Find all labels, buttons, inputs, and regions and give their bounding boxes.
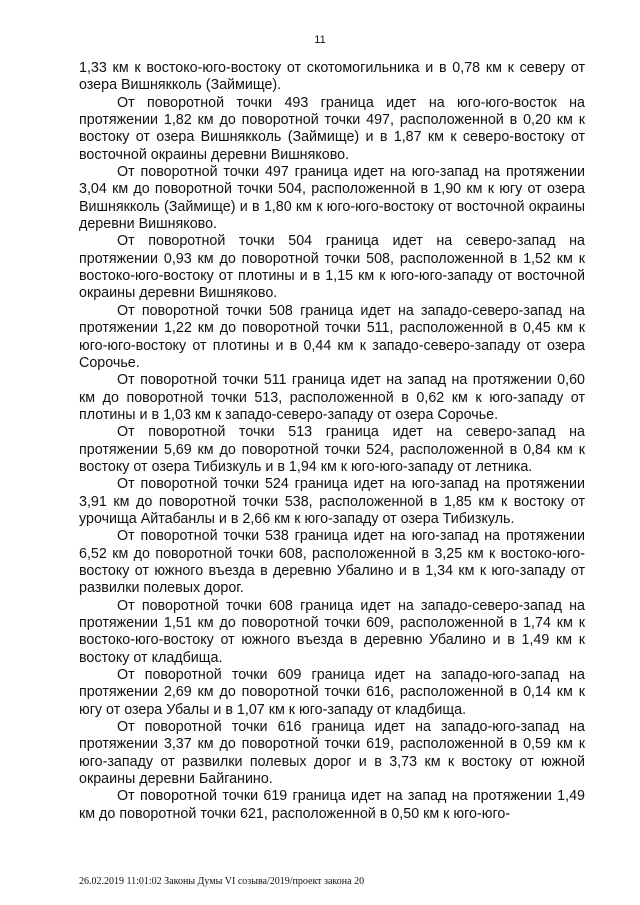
paragraph: 1,33 км к востоко-юго-востоку от скотомогильника и в 0,78 км к северу от озера Вишнякколь (Займище). [79,60,585,94]
page-number: 11 [314,34,326,46]
document-body [79,60,585,823]
paragraph: От поворотной точки 538 граница идет на юго-запад на протяжении 6,52 км до поворотной точки 608, расположенной в 3,25 км к востоко-юго-востоку от южного въезда в деревню Убалино и в 1,34 км к юго-западу от развилки полевых дорог. [79,528,585,597]
paragraph: От поворотной точки 619 граница идет на запад на протяжении 1,49 км до поворотной точки 621, расположенной в 0,50 км к юго-юго- [79,788,585,822]
paragraph: От поворотной точки 616 граница идет на западо-юго-запад на протяжении 3,37 км до поворотной точки 619, расположенной в 0,59 км к юго-западу от развилки полевых дорог и в 3,73 км к востоку от южной окраины деревни Байганино. [79,719,585,788]
paragraph: От поворотной точки 497 граница идет на юго-запад на протяжении 3,04 км до поворотной точки 504, расположенной в 1,90 км к югу от озера Вишнякколь (Займище) и в 1,80 км к юго-юго-востоку от восточной окраины деревни Вишняково. [79,164,585,233]
footer-stamp: 26.02.2019 11:01:02 Законы Думы VI созыва/2019/проект закона 20 [79,876,365,887]
paragraph: От поворотной точки 609 граница идет на западо-юго-запад на протяжении 2,69 км до поворотной точки 616, расположенной в 0,14 км к югу от озера Убалы и в 1,07 км к юго-западу от кладбища. [79,667,585,718]
paragraph: От поворотной точки 504 граница идет на северо-запад на протяжении 0,93 км до поворотной точки 508, расположенной в 1,52 км к востоко-юго-востоку от плотины и в 1,15 км к юго-юго-западу от восточной окраины деревни Вишняково. [79,233,585,302]
paragraph: От поворотной точки 524 граница идет на юго-запад на протяжении 3,91 км до поворотной точки 538, расположенной в 1,85 км к востоку от урочища Айтабанлы и в 2,66 км к юго-западу от озера Тибизкуль. [79,476,585,527]
paragraph: От поворотной точки 513 граница идет на северо-запад на протяжении 5,69 км до поворотной точки 524, расположенной в 0,84 км к востоку от озера Тибизкуль и в 1,94 км к юго-юго-западу от летника. [79,424,585,475]
paragraph: От поворотной точки 508 граница идет на западо-северо-запад на протяжении 1,22 км до поворотной точки 511, расположенной в 0,45 км к юго-юго-востоку от плотины и в 0,44 км к западо-северо-западу от озера Сорочье. [79,302,585,371]
paragraph: От поворотной точки 608 граница идет на западо-северо-запад на протяжении 1,51 км до поворотной точки 609, расположенной в 1,74 км к востоко-юго-востоку от южного въезда в деревню Убалино и в 1,49 км к востоку от кладбища. [79,597,585,666]
paragraph: От поворотной точки 493 граница идет на юго-юго-восток на протяжении 1,82 км до поворотной точки 497, расположенной в 0,20 км к востоку от озера Вишнякколь (Займище) и в 1,87 км к северо-востоку от восточной окраины деревни Вишняково. [79,94,585,163]
paragraph: От поворотной точки 511 граница идет на запад на протяжении 0,60 км до поворотной точки 513, расположенной в 0,62 км к юго-западу от плотины и в 1,03 км к западо-северо-западу от озера Сорочье. [79,372,585,423]
